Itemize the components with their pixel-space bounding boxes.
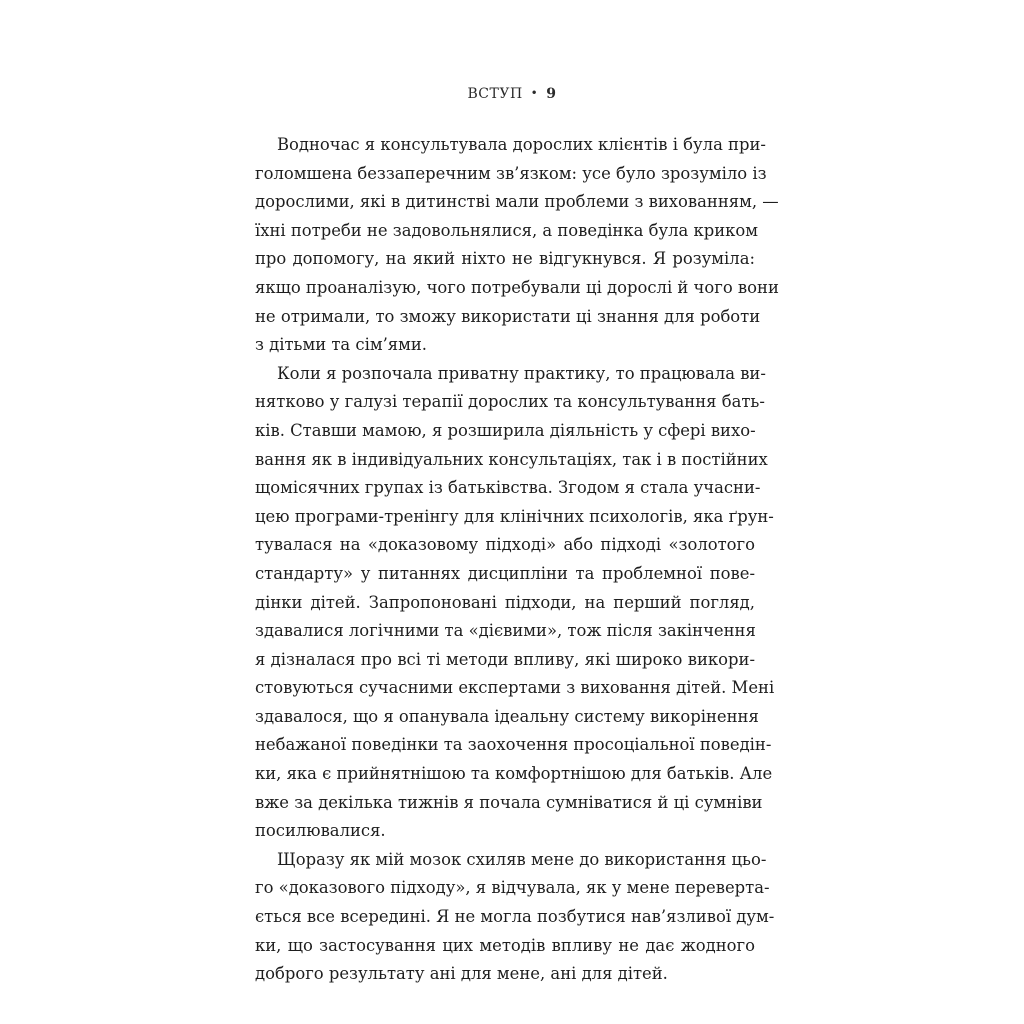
paragraph — [255, 131, 779, 360]
text-line: їхні потреби не задовольнялися, а поведінка була криком — [255, 220, 759, 240]
text-line: тувалася на «доказовому підході» або підході «золотого — [255, 535, 755, 555]
bullet-separator: • — [530, 86, 539, 100]
paragraph — [255, 360, 775, 846]
text-line: ки, що застосування цих методів впливу не дає жодного — [255, 935, 755, 955]
text-line: Щоразу як мій мозок схиляв мене до використання цьо- — [277, 849, 767, 869]
text-line: здавалося, що я опанувала ідеальну систему викорінення — [255, 706, 759, 726]
text-line: ки, яка є прийнятнішою та комфортнішою для батьків. Але — [255, 764, 773, 784]
text-line: ків. Ставши мамою, я розширила діяльність у сфері вихо- — [255, 420, 756, 440]
text-line: голомшена беззаперечним зв’язком: усе було зрозуміло із — [255, 163, 767, 183]
text-line: якщо проаналізую, чого потребували ці дорослі й чого вони — [255, 277, 779, 297]
text-line: про допомогу, на який ніхто не відгукнувся. Я розуміла: — [255, 249, 755, 269]
text-line: небажаної поведінки та заохочення просоціальної поведін- — [255, 735, 772, 755]
text-line: посилювалися. — [255, 821, 386, 841]
text-line: з дітьми та сім’ями. — [255, 335, 428, 355]
text-line: Водночас я консультувала дорослих клієнтів і була при- — [277, 135, 766, 154]
text-line: не отримали, то зможу використати ці знання для роботи — [255, 306, 761, 326]
text-line: нятково у галузі терапії дорослих та консультування бать- — [255, 392, 765, 412]
text-line: вже за декілька тижнів я почала сумніватися й ці сумніви — [255, 792, 763, 812]
body-text — [255, 131, 779, 989]
text-line: цею програми-тренінгу для клінічних психологів, яка ґрун- — [255, 506, 774, 526]
text-line: Коли я розпочала приватну практику, то працювала ви- — [277, 363, 766, 383]
text-line: вання як в індивідуальних консультаціях, так і в постійних — [255, 449, 768, 469]
text-line: дінки дітей. Запропоновані підходи, на перший погляд, — [255, 592, 755, 612]
text-line: здавалися логічними та «дієвими», тож після закінчення — [255, 621, 756, 641]
text-line: стандарту» у питаннях дисципліни та проблемної пове- — [255, 563, 755, 583]
section-title: ВСТУП — [467, 86, 523, 102]
text-line: ється все всередині. Я не могла позбутися нав’язливої дум- — [255, 907, 775, 927]
text-line: дорослими, які в дитинстві мали проблеми з вихованням, — — [255, 192, 779, 212]
text-line: я дізналася про всі ті методи впливу, які широко викори- — [255, 649, 755, 669]
paragraph — [255, 846, 775, 989]
text-line: го «доказового підходу», я відчувала, як у мене переверта- — [255, 878, 770, 898]
text-line: стовуються сучасними експертами з виховання дітей. Мені — [255, 678, 775, 698]
running-head — [0, 86, 1024, 102]
text-line: доброго результату ані для мене, ані для дітей. — [255, 964, 668, 984]
text-line: щомісячних групах із батьківства. Згодом я стала учасни- — [255, 478, 761, 498]
page-number: 9 — [546, 86, 557, 102]
